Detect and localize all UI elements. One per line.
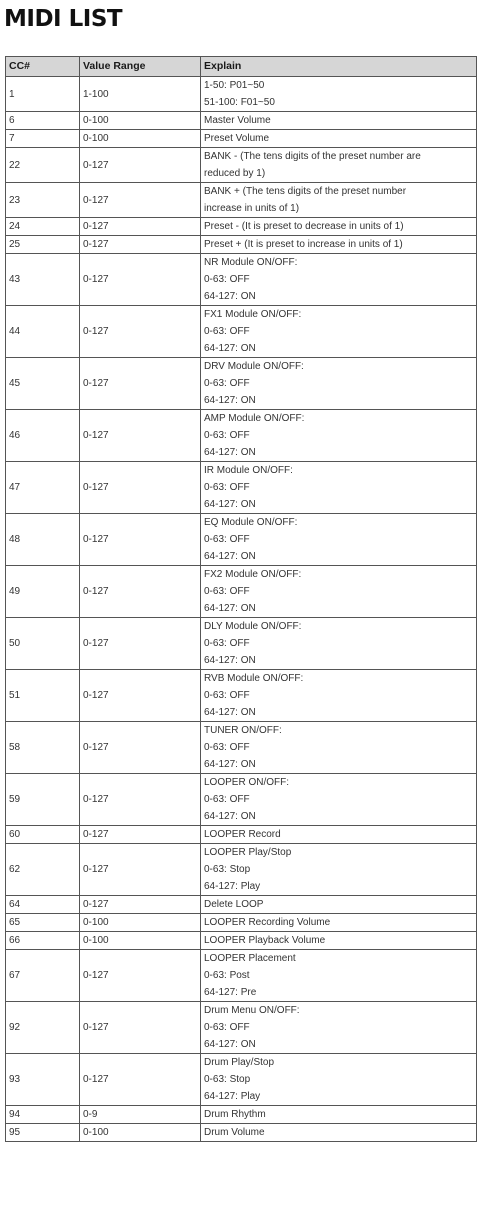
explain-line: IR Module ON/OFF:	[204, 465, 293, 476]
value-range-cell: 0-127	[80, 774, 201, 826]
value-range-cell: 0-100	[80, 130, 201, 148]
explain-line: 64-127: ON	[204, 811, 256, 822]
cc-number-cell: 67	[6, 950, 80, 1002]
explain-line: FX1 Module ON/OFF:	[204, 309, 302, 320]
table-row	[6, 77, 477, 112]
table-row	[6, 618, 477, 670]
explain-line: 0-63: Post	[204, 970, 250, 981]
value-range-cell: 0-127	[80, 183, 201, 218]
table-row	[6, 410, 477, 462]
explain-cell	[201, 112, 477, 130]
explain-line: 0-63: OFF	[204, 586, 250, 597]
value-range-cell: 0-9	[80, 1106, 201, 1124]
table-row	[6, 514, 477, 566]
table-row	[6, 566, 477, 618]
explain-cell	[201, 236, 477, 254]
explain-line: 64-127: ON	[204, 707, 256, 718]
explain-cell	[201, 932, 477, 950]
table-row	[6, 254, 477, 306]
table-row	[6, 112, 477, 130]
explain-line: 1-50: P01~50	[204, 80, 265, 91]
explain-line: 0-63: OFF	[204, 430, 250, 441]
cc-number-cell: 92	[6, 1002, 80, 1054]
value-range-cell: 0-100	[80, 914, 201, 932]
table-row	[6, 896, 477, 914]
table-row	[6, 1106, 477, 1124]
value-range-cell: 0-100	[80, 1124, 201, 1142]
explain-cell	[201, 774, 477, 826]
table-row	[6, 462, 477, 514]
cc-number-cell: 43	[6, 254, 80, 306]
value-range-cell: 0-127	[80, 218, 201, 236]
value-range-cell: 0-127	[80, 722, 201, 774]
cc-number-cell: 93	[6, 1054, 80, 1106]
table-header	[6, 57, 477, 77]
header-row	[6, 57, 477, 77]
explain-line: LOOPER Placement	[204, 953, 296, 964]
table-row	[6, 914, 477, 932]
explain-line: 64-127: ON	[204, 291, 256, 302]
cc-number-cell: 46	[6, 410, 80, 462]
explain-cell	[201, 148, 477, 183]
table-row	[6, 130, 477, 148]
explain-cell	[201, 914, 477, 932]
cc-number-cell: 47	[6, 462, 80, 514]
table-row	[6, 148, 477, 183]
value-range-cell: 0-127	[80, 826, 201, 844]
explain-line: FX2 Module ON/OFF:	[204, 569, 302, 580]
value-range-cell: 0-127	[80, 950, 201, 1002]
value-range-cell: 0-127	[80, 236, 201, 254]
explain-line: 64-127: Play	[204, 881, 261, 892]
explain-line: AMP Module ON/OFF:	[204, 413, 305, 424]
explain-cell	[201, 826, 477, 844]
explain-line: 51-100: F01~50	[204, 97, 275, 108]
cc-number-cell: 7	[6, 130, 80, 148]
cc-number-cell: 59	[6, 774, 80, 826]
explain-cell	[201, 566, 477, 618]
explain-line: LOOPER ON/OFF:	[204, 777, 290, 788]
cc-number-cell: 64	[6, 896, 80, 914]
value-range-cell: 0-127	[80, 566, 201, 618]
explain-line: NR Module ON/OFF:	[204, 257, 298, 268]
value-range-cell: 0-127	[80, 462, 201, 514]
explain-line: 0-63: OFF	[204, 794, 250, 805]
cc-number-cell: 50	[6, 618, 80, 670]
page-title: MIDI LIST	[4, 6, 123, 32]
table-row	[6, 1054, 477, 1106]
explain-line: 64-127: ON	[204, 1039, 256, 1050]
cc-number-cell: 60	[6, 826, 80, 844]
header-explain: Explain	[201, 57, 477, 77]
cc-number-cell: 62	[6, 844, 80, 896]
value-range-cell: 0-127	[80, 410, 201, 462]
value-range-cell: 0-100	[80, 932, 201, 950]
explain-line: LOOPER Record	[204, 829, 281, 840]
explain-line: Drum Volume	[204, 1127, 265, 1138]
cc-number-cell: 65	[6, 914, 80, 932]
explain-line: TUNER ON/OFF:	[204, 725, 282, 736]
table-row	[6, 306, 477, 358]
value-range-cell: 0-127	[80, 254, 201, 306]
explain-line: 64-127: ON	[204, 759, 256, 770]
explain-line: 0-63: OFF	[204, 378, 250, 389]
table-row	[6, 670, 477, 722]
explain-cell	[201, 462, 477, 514]
explain-line: EQ Module ON/OFF:	[204, 517, 298, 528]
explain-line: 64-127: ON	[204, 447, 256, 458]
explain-cell	[201, 896, 477, 914]
value-range-cell: 0-127	[80, 358, 201, 410]
table-row	[6, 932, 477, 950]
explain-cell	[201, 670, 477, 722]
cc-number-cell: 24	[6, 218, 80, 236]
explain-line: Master Volume	[204, 115, 271, 126]
explain-line: 0-63: Stop	[204, 864, 251, 875]
explain-line: RVB Module ON/OFF:	[204, 673, 304, 684]
explain-cell	[201, 218, 477, 236]
table-row	[6, 844, 477, 896]
explain-cell	[201, 410, 477, 462]
cc-number-cell: 44	[6, 306, 80, 358]
explain-line: 0-63: OFF	[204, 638, 250, 649]
table-row	[6, 950, 477, 1002]
explain-line: 0-63: OFF	[204, 742, 250, 753]
table-row	[6, 358, 477, 410]
value-range-cell: 0-127	[80, 896, 201, 914]
explain-cell	[201, 254, 477, 306]
explain-line: 64-127: ON	[204, 395, 256, 406]
explain-line: 0-63: OFF	[204, 326, 250, 337]
value-range-cell: 0-127	[80, 514, 201, 566]
cc-number-cell: 1	[6, 77, 80, 112]
explain-line: 64-127: ON	[204, 603, 256, 614]
explain-line: Drum Play/Stop	[204, 1057, 275, 1068]
cc-number-cell: 48	[6, 514, 80, 566]
explain-cell	[201, 1002, 477, 1054]
value-range-cell: 0-100	[80, 112, 201, 130]
value-range-cell: 0-127	[80, 148, 201, 183]
explain-line: LOOPER Recording Volume	[204, 917, 331, 928]
value-range-cell: 0-127	[80, 306, 201, 358]
explain-line: 0-63: Stop	[204, 1074, 251, 1085]
explain-line: LOOPER Playback Volume	[204, 935, 326, 946]
explain-line: BANK + (The tens digits of the preset number	[204, 186, 407, 197]
explain-cell	[201, 183, 477, 218]
table-row	[6, 236, 477, 254]
cc-number-cell: 66	[6, 932, 80, 950]
explain-cell	[201, 358, 477, 410]
explain-line: reduced by 1)	[204, 168, 266, 179]
explain-line: 0-63: OFF	[204, 274, 250, 285]
table-row	[6, 218, 477, 236]
cc-number-cell: 23	[6, 183, 80, 218]
explain-line: 64-127: ON	[204, 655, 256, 666]
explain-line: 64-127: ON	[204, 343, 256, 354]
value-range-cell: 0-127	[80, 844, 201, 896]
explain-line: 0-63: OFF	[204, 482, 250, 493]
table-body	[6, 77, 477, 1142]
value-range-cell: 0-127	[80, 618, 201, 670]
explain-line: 64-127: Pre	[204, 987, 257, 998]
table-row	[6, 774, 477, 826]
midi-table	[5, 56, 477, 1142]
explain-line: Drum Rhythm	[204, 1109, 266, 1120]
explain-cell	[201, 722, 477, 774]
value-range-cell: 1-100	[80, 77, 201, 112]
value-range-cell: 0-127	[80, 1002, 201, 1054]
explain-line: Preset + (It is preset to increase in units of 1)	[204, 239, 403, 250]
explain-line: DLY Module ON/OFF:	[204, 621, 302, 632]
explain-line: 64-127: ON	[204, 551, 256, 562]
explain-cell	[201, 1124, 477, 1142]
explain-line: 64-127: ON	[204, 499, 256, 510]
table-row	[6, 1124, 477, 1142]
explain-line: BANK - (The tens digits of the preset number are	[204, 151, 421, 162]
value-range-cell: 0-127	[80, 670, 201, 722]
explain-line: LOOPER Play/Stop	[204, 847, 292, 858]
explain-cell	[201, 1106, 477, 1124]
explain-line: Delete LOOP	[204, 899, 264, 910]
cc-number-cell: 6	[6, 112, 80, 130]
explain-cell	[201, 950, 477, 1002]
explain-line: DRV Module ON/OFF:	[204, 361, 304, 372]
table-row	[6, 826, 477, 844]
explain-cell	[201, 618, 477, 670]
explain-line: 0-63: OFF	[204, 534, 250, 545]
explain-cell	[201, 306, 477, 358]
cc-number-cell: 58	[6, 722, 80, 774]
explain-line: Drum Menu ON/OFF:	[204, 1005, 300, 1016]
explain-line: 0-63: OFF	[204, 690, 250, 701]
value-range-cell: 0-127	[80, 1054, 201, 1106]
explain-cell	[201, 130, 477, 148]
cc-number-cell: 49	[6, 566, 80, 618]
explain-line: Preset Volume	[204, 133, 270, 144]
explain-cell	[201, 514, 477, 566]
explain-cell	[201, 77, 477, 112]
table-row	[6, 183, 477, 218]
explain-line: 64-127: Play	[204, 1091, 261, 1102]
cc-number-cell: 25	[6, 236, 80, 254]
table-row	[6, 722, 477, 774]
cc-number-cell: 94	[6, 1106, 80, 1124]
cc-number-cell: 51	[6, 670, 80, 722]
header-cc: CC#	[6, 57, 80, 77]
explain-cell	[201, 1054, 477, 1106]
explain-line: 0-63: OFF	[204, 1022, 250, 1033]
cc-number-cell: 45	[6, 358, 80, 410]
header-value-range: Value Range	[80, 57, 201, 77]
cc-number-cell: 22	[6, 148, 80, 183]
explain-line: increase in units of 1)	[204, 203, 300, 214]
explain-cell	[201, 844, 477, 896]
table-row	[6, 1002, 477, 1054]
cc-number-cell: 95	[6, 1124, 80, 1142]
explain-line: Preset - (It is preset to decrease in units of 1)	[204, 221, 404, 232]
